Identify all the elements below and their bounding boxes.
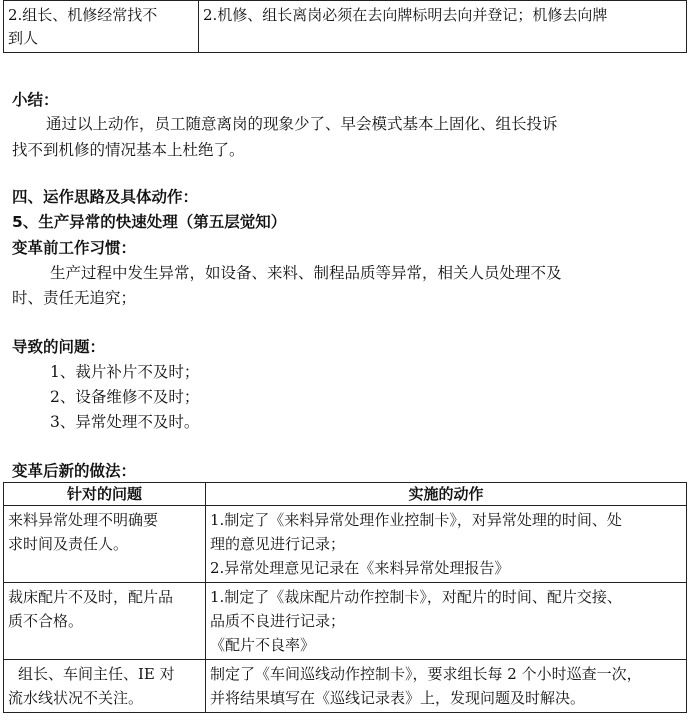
action-cell — [206, 583, 687, 660]
before-text-line: 时、责任无追究； — [12, 289, 137, 307]
problem-line: 求时间及责任人。 — [8, 535, 129, 553]
problem-line: 组长、车间主任、IE 对 — [18, 665, 175, 683]
table-row — [4, 660, 687, 713]
table-row — [4, 1, 687, 53]
column-header-action: 实施的动作 — [206, 483, 687, 506]
problem-line: 来料异常处理不明确要 — [8, 511, 159, 529]
problem-item: 1、裁片补片不及时； — [50, 363, 200, 381]
before-text-line: 生产过程中发生异常，如设备、来料、制程品质等异常，相关人员处理不及 — [50, 264, 562, 282]
problem-item: 2、设备维修不及时； — [50, 388, 200, 406]
problem-line: 2.组长、机修经常找不 — [8, 6, 158, 24]
table-row — [4, 583, 687, 660]
column-header-problem: 针对的问题 — [4, 483, 206, 506]
action-cell — [206, 660, 687, 713]
top-table — [3, 0, 687, 53]
summary-text-line: 通过以上动作，员工随意离岗的现象少了、早会模式基本上固化、组长投诉 — [46, 115, 558, 133]
problem-cell — [4, 506, 206, 583]
action-line: 理的意见进行记录； — [210, 535, 346, 553]
action-line: 2.异常处理意见记录在《来料异常处理报告》 — [210, 559, 510, 577]
action-line: 1.制定了《裁床配片动作控制卡》，对配片的时间、配片交接、 — [210, 588, 622, 606]
section-subtitle: 5、生产异常的快速处理（第五层觉知） — [12, 213, 287, 231]
table-row — [4, 506, 687, 583]
section-title: 四、运作思路及具体动作： — [12, 188, 199, 206]
problem-line: 质不合格。 — [8, 612, 84, 630]
action-line: 1.制定了《来料异常处理作业控制卡》，对异常处理的时间、处 — [210, 511, 622, 529]
action-cell — [206, 506, 687, 583]
after-table — [3, 482, 687, 713]
problem-cell — [4, 1, 199, 53]
problem-line: 到人 — [8, 29, 39, 47]
problem-line: 裁床配片不及时，配片品 — [8, 588, 174, 606]
action-line: 品质不良进行记录； — [210, 612, 346, 630]
summary-heading: 小结： — [12, 91, 59, 109]
problem-cell — [4, 660, 206, 713]
before-heading: 变革前工作习惯： — [12, 239, 137, 257]
table-header-row — [4, 483, 687, 506]
problems-heading: 导致的问题： — [12, 338, 106, 356]
action-line: 2.机修、组长离岗必须在去向牌标明去向并登记；机修去向牌 — [203, 6, 608, 24]
problem-line: 流水线状况不关注。 — [8, 689, 144, 707]
problem-cell — [4, 583, 206, 660]
after-heading: 变革后新的做法： — [12, 462, 137, 480]
action-line: 《配片不良率》 — [210, 636, 316, 654]
action-line: 制定了《车间巡线动作控制卡》，要求组长每 2 个小时巡查一次， — [210, 665, 642, 683]
action-line: 并将结果填写在《巡线记录表》上，发现问题及时解决。 — [210, 689, 586, 707]
problem-item: 3、异常处理不及时。 — [50, 413, 200, 431]
action-cell — [199, 1, 687, 53]
summary-text-line: 找不到机修的情况基本上杜绝了。 — [12, 141, 245, 159]
